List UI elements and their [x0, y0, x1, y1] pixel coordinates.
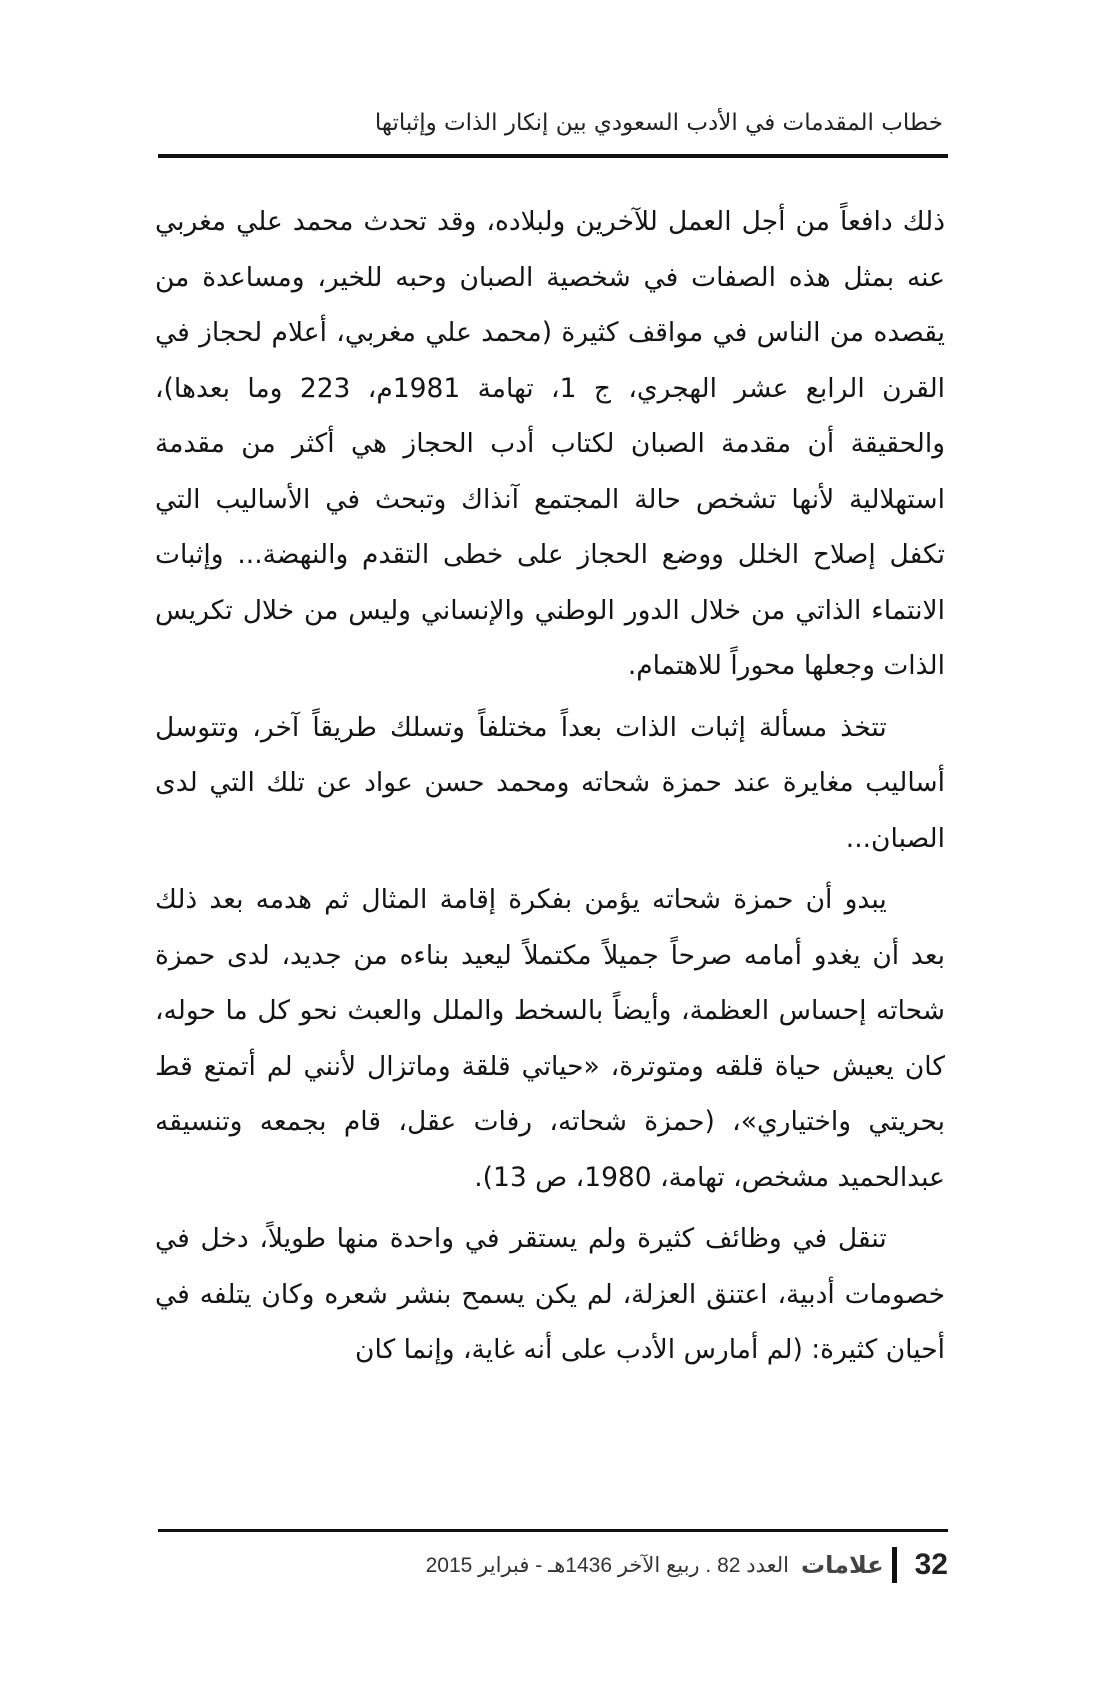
paragraph: ذلك دافعاً من أجل العمل للآخرين ولبلاده، وقد تحدث محمد علي مغربي عنه بمثل هذه الصفات في شخصية الصبان وحبه للخير، ومساعدة من يقصده من الناس في مواقف كثيرة (محمد علي مغربي، أعلام لحجاز في القرن الرابع عشر الهجري، ج 1، تهامة 1981م، 223 وما بعدها)، والحقيقة أن مقدمة الصبان لكتاب أدب الحجاز هي أكثر من مقدمة استهلالية لأنها تشخص حالة المجتمع آنذاك وتبحث في الأساليب التي تكفل إصلاح الخلل ووضع الحجاز على خطى التقدم والنهضة... وإثبات الانتماء الذاتي من خلال الدور الوطني والإنساني وليس من خلال تكريس الذات وجعلها محوراً للاهتمام. — [155, 206, 946, 681]
page-number: 32 — [914, 1548, 948, 1581]
page-footer — [158, 1543, 948, 1587]
issue-info: العدد 82 . ربيع الآخر 1436هـ - فبراير 2015 — [425, 1553, 790, 1577]
footer-divider — [892, 1547, 897, 1583]
header-rule — [158, 154, 948, 158]
running-header: خطاب المقدمات في الأدب السعودي بين إنكار الذات وإثباتها — [374, 110, 943, 136]
footer-rule — [158, 1529, 948, 1532]
journal-logo-text: علامات — [801, 1551, 884, 1579]
paragraph: تنقل في وظائف كثيرة ولم يستقر في واحدة منها طويلاً، دخل في خصومات أدبية، اعتنق العزلة، لم يكن يسمح بنشر شعره وكان يتلفه في أحيان كثيرة: (لم أمارس الأدب على أنه غاية، وإنما كان — [155, 1223, 945, 1365]
body-text — [155, 194, 945, 1378]
paragraph: يبدو أن حمزة شحاته يؤمن بفكرة إقامة المثال ثم هدمه بعد ذلك بعد أن يغدو أمامه صرحاً جميلاً مكتملاً ليعيد بناءه من جديد، لدى حمزة شحاته إحساس العظمة، وأيضاً بالسخط والملل والعبث نحو كل ما حوله، كان يعيش حياة قلقه ومتوترة، «حياتي قلقة وماتزال لأنني لم أتمتع قط بحريتي واختياري»، (حمزة شحاته، رفات عقل، قام بجمعه وتنسيقه عبدالحميد مشخص، تهامة، 1980، ص 13). — [155, 884, 945, 1193]
paragraph: تتخذ مسألة إثبات الذات بعداً مختلفاً وتسلك طريقاً آخر، وتتوسل أساليب مغايرة عند حمزة شحاته ومحمد حسن عواد عن تلك التي لدى الصبان... — [155, 711, 945, 854]
